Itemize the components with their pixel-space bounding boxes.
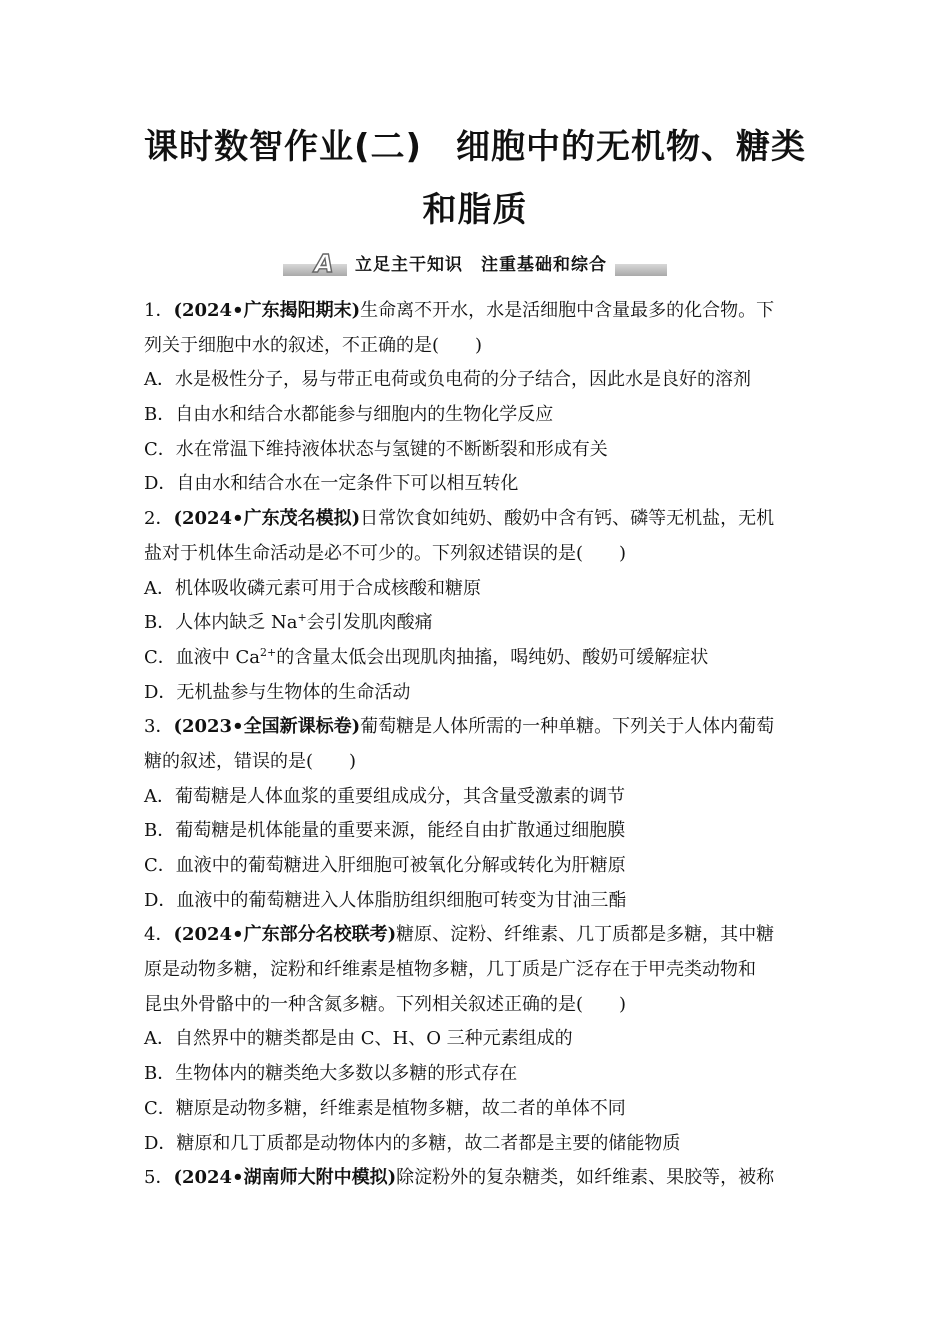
question-4-stem-cont: 原是动物多糖，淀粉和纤维素是植物多糖，几丁质是广泛存在于甲壳类动物和 [144,959,756,981]
page-title [0,127,950,167]
q2-option-b: B．人体内缺乏 Na+会引发肌肉酸痛 [144,611,433,634]
q4-option-d: D．糖原和几丁质都是动物体内的多糖，故二者都是主要的储能物质 [144,1132,681,1154]
question-text: 除淀粉外的复杂糖类，如纤维素、果胶等，被称 [396,1167,775,1189]
q1-option-c: C．水在常温下维持液体状态与氢键的不断断裂和形成有关 [144,438,608,460]
q1-option-b: B．自由水和结合水都能参与细胞内的生物化学反应 [144,404,554,426]
q3-option-b: B．葡萄糖是机体能量的重要来源，能经自由扩散通过细胞膜 [144,820,626,842]
question-2-stem [144,502,808,537]
question-source: (2024•广东茂名模拟) [173,508,361,530]
question-number: 1． [144,300,174,321]
question-number: 2． [144,508,174,530]
q4-option-b: B．生物体内的糖类绝大多数以多糖的形式存在 [144,1063,518,1085]
section-label: 立足主干知识 注重基础和综合 [347,253,615,277]
q4-option-a: A．自然界中的糖类都是由 C、H、O 三种元素组成的 [144,1028,573,1050]
question-number: 3． [144,716,174,738]
title-main: 课时数智作业(二) [143,127,423,167]
q2-option-d: D．无机盐参与生物体的生命活动 [144,681,411,703]
q2-option-a: A．机体吸收磷元素可用于合成核酸和糖原 [144,577,481,599]
section-banner [283,251,667,279]
q3-option-a: A．葡萄糖是人体血浆的重要组成成分，其含量受激素的调节 [144,785,625,807]
question-4-stem [144,918,808,953]
question-5-stem [144,1161,808,1196]
q2-option-c: C．血液中 $Ca^{2+}$的含量太低会出现肌肉抽搐，喝纯奶、酸奶可缓解症状 [144,645,709,668]
section-a-badge-icon: A [314,249,334,278]
question-source: (2024•广东部分名校联考) [173,924,397,946]
superscript: + [297,611,307,625]
question-3-stem [144,710,808,745]
superscript: 2+ [260,645,277,659]
question-2-stem-cont: 盐对于机体生命活动是必不可少的。下列叙述错误的是( ) [144,542,627,564]
question-3-stem-cont: 糖的叙述，错误的是( ) [144,750,357,772]
q3-option-c: C．血液中的葡萄糖进入肝细胞可被氧化分解或转化为肝糖原 [144,855,626,876]
question-list [144,294,808,1196]
page-title-line2: 和脂质 [422,190,528,230]
question-source: (2024•湖南师大附中模拟) [173,1167,397,1189]
question-text: 生命离不开水，水是活细胞中含量最多的化合物。下 [360,300,775,321]
question-number: 5． [144,1167,174,1189]
question-source: (2023•全国新课标卷) [173,716,361,738]
q1-option-d: D．自由水和结合水在一定条件下可以相互转化 [144,473,519,495]
question-1-stem [144,294,808,329]
question-source: (2024•广东揭阳期末) [173,300,361,321]
question-text: 葡萄糖是人体所需的一种单糖。下列关于人体内葡萄 [360,716,775,738]
question-text: 糖原、淀粉、纤维素、几丁质都是多糖，其中糖 [396,924,775,946]
question-text: 日常饮食如纯奶、酸奶中含有钙、磷等无机盐，无机 [360,508,775,530]
q4-option-c: C．糖原是动物多糖，纤维素是植物多糖，故二者的单体不同 [144,1097,626,1119]
q1-option-a: A．水是极性分子，易与带正电荷或负电荷的分子结合，因此水是良好的溶剂 [144,369,751,391]
title-subtitle: 细胞中的无机物、糖类 [456,127,807,167]
question-4-stem-cont-2: 昆虫外骨骼中的一种含氮多糖。下列相关叙述正确的是( ) [144,993,627,1015]
question-1-stem-cont: 列关于细胞中水的叙述，不正确的是( ) [144,334,483,356]
q3-option-d: D．血液中的葡萄糖进入人体脂肪组织细胞可转变为甘油三酯 [144,889,627,911]
question-number: 4． [144,924,174,946]
